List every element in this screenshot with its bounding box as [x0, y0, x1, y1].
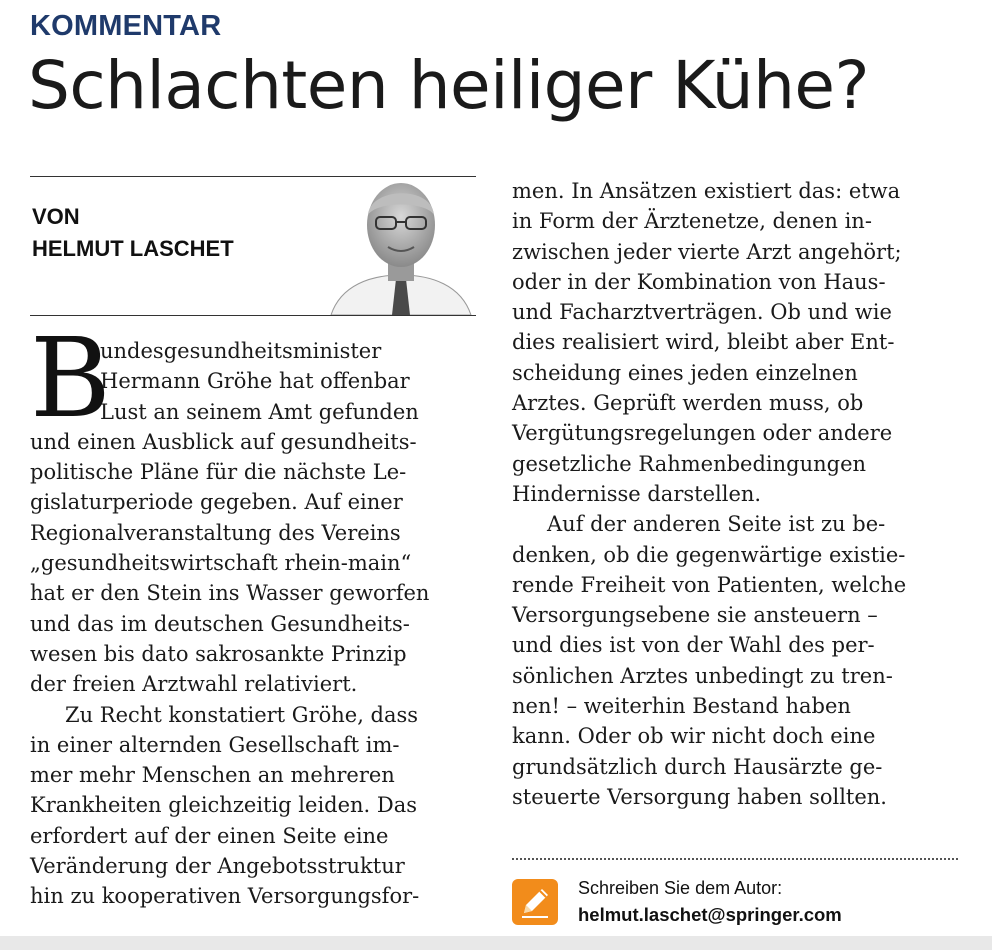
pencil-icon: [512, 879, 558, 925]
text-line: politische Pläne für die nächste Le-: [30, 460, 407, 485]
text-line: und das im deutschen Gesundheits-: [30, 611, 410, 636]
text-line: „gesundheitswirtschaft rhein-main“: [30, 551, 412, 576]
text-line: Hermann Gröhe hat offenbar: [100, 369, 410, 394]
text-line: men. In Ansätzen existiert das: etwa: [512, 179, 901, 203]
text-line: grundsätzlich durch Hausärzte ge-: [512, 754, 883, 779]
text-line: sönlichen Arztes unbedingt zu tren-: [512, 663, 893, 688]
text-line: Veränderung der Angebotsstruktur: [30, 854, 405, 879]
text-line: erfordert auf der einen Seite eine: [30, 823, 389, 848]
dotted-divider: [512, 858, 958, 860]
bottom-bar: [0, 936, 992, 950]
text-line: dies realisiert wird, bleibt aber Ent-: [512, 330, 895, 355]
text-line: Versorgungsebene sie ansteuern –: [512, 603, 878, 628]
byline: [32, 201, 234, 265]
article-column-2: [512, 176, 962, 812]
text-line: Vergütungsregelungen oder andere: [512, 421, 893, 446]
text-line: scheidung eines jeden einzelnen: [512, 360, 858, 385]
author-portrait: [326, 175, 476, 315]
contact-email-link[interactable]: helmut.laschet@springer.com: [578, 904, 842, 925]
byline-author: HELMUT LASCHET: [32, 236, 234, 261]
text-line: Krankheiten gleichzeitig leiden. Das: [30, 793, 418, 818]
text-line: rende Freiheit von Patienten, welche: [512, 572, 907, 597]
text-line: in einer alternden Gesellschaft im-: [30, 732, 400, 757]
text-line: oder in der Kombination von Haus-: [512, 269, 886, 294]
text-line: Hindernisse darstellen.: [512, 481, 762, 506]
text-line: Arztes. Geprüft werden muss, ob: [512, 391, 864, 416]
text-line: der freien Arztwahl relativiert.: [30, 672, 358, 697]
text-line: und einen Ausblick auf gesundheits-: [30, 429, 417, 454]
byline-box: [30, 176, 476, 316]
text-line: in Form der Ärztenetze, denen in-: [512, 209, 872, 234]
text-line: steuerte Versorgung haben sollten.: [512, 784, 887, 809]
text-line: hin zu kooperativen Versorgungsfor-: [30, 884, 420, 909]
text-line: und dies ist von der Wahl des per-: [512, 633, 875, 658]
text-line: kann. Oder ob wir nicht doch eine: [512, 724, 876, 749]
byline-prefix: VON: [32, 204, 80, 229]
text-line: gislaturperiode gegeben. Auf einer: [30, 490, 403, 515]
text-line: Auf der anderen Seite ist zu be-: [547, 512, 886, 537]
text-line: Regionalveranstaltung des Vereins: [30, 520, 401, 545]
text-line: Lust an seinem Amt gefunden: [100, 399, 419, 424]
text-line: denken, ob die gegenwärtige existie-: [512, 542, 906, 567]
article-headline: Schlachten heiliger Kühe?: [28, 47, 870, 124]
drop-cap: B: [30, 314, 111, 442]
text-line: undesgesundheitsminister: [100, 339, 382, 363]
text-line: mer mehr Menschen an mehreren: [30, 763, 395, 788]
text-line: gesetzliche Rahmenbedingungen: [512, 451, 867, 476]
text-line: zwischen jeder vierte Arzt angehört;: [512, 239, 902, 264]
author-contact: [512, 876, 962, 936]
text-line: und Facharztverträgen. Ob und wie: [512, 300, 892, 325]
article-column-1: [30, 314, 480, 912]
text-line: wesen bis dato sakrosankte Prinzip: [30, 641, 407, 666]
text-line: hat er den Stein ins Wasser geworfen: [30, 581, 430, 606]
section-kicker: KOMMENTAR: [30, 10, 222, 42]
contact-label: Schreiben Sie dem Autor:: [578, 878, 783, 898]
text-line: nen! – weiterhin Bestand haben: [512, 694, 851, 719]
text-line: Zu Recht konstatiert Gröhe, dass: [65, 702, 419, 727]
